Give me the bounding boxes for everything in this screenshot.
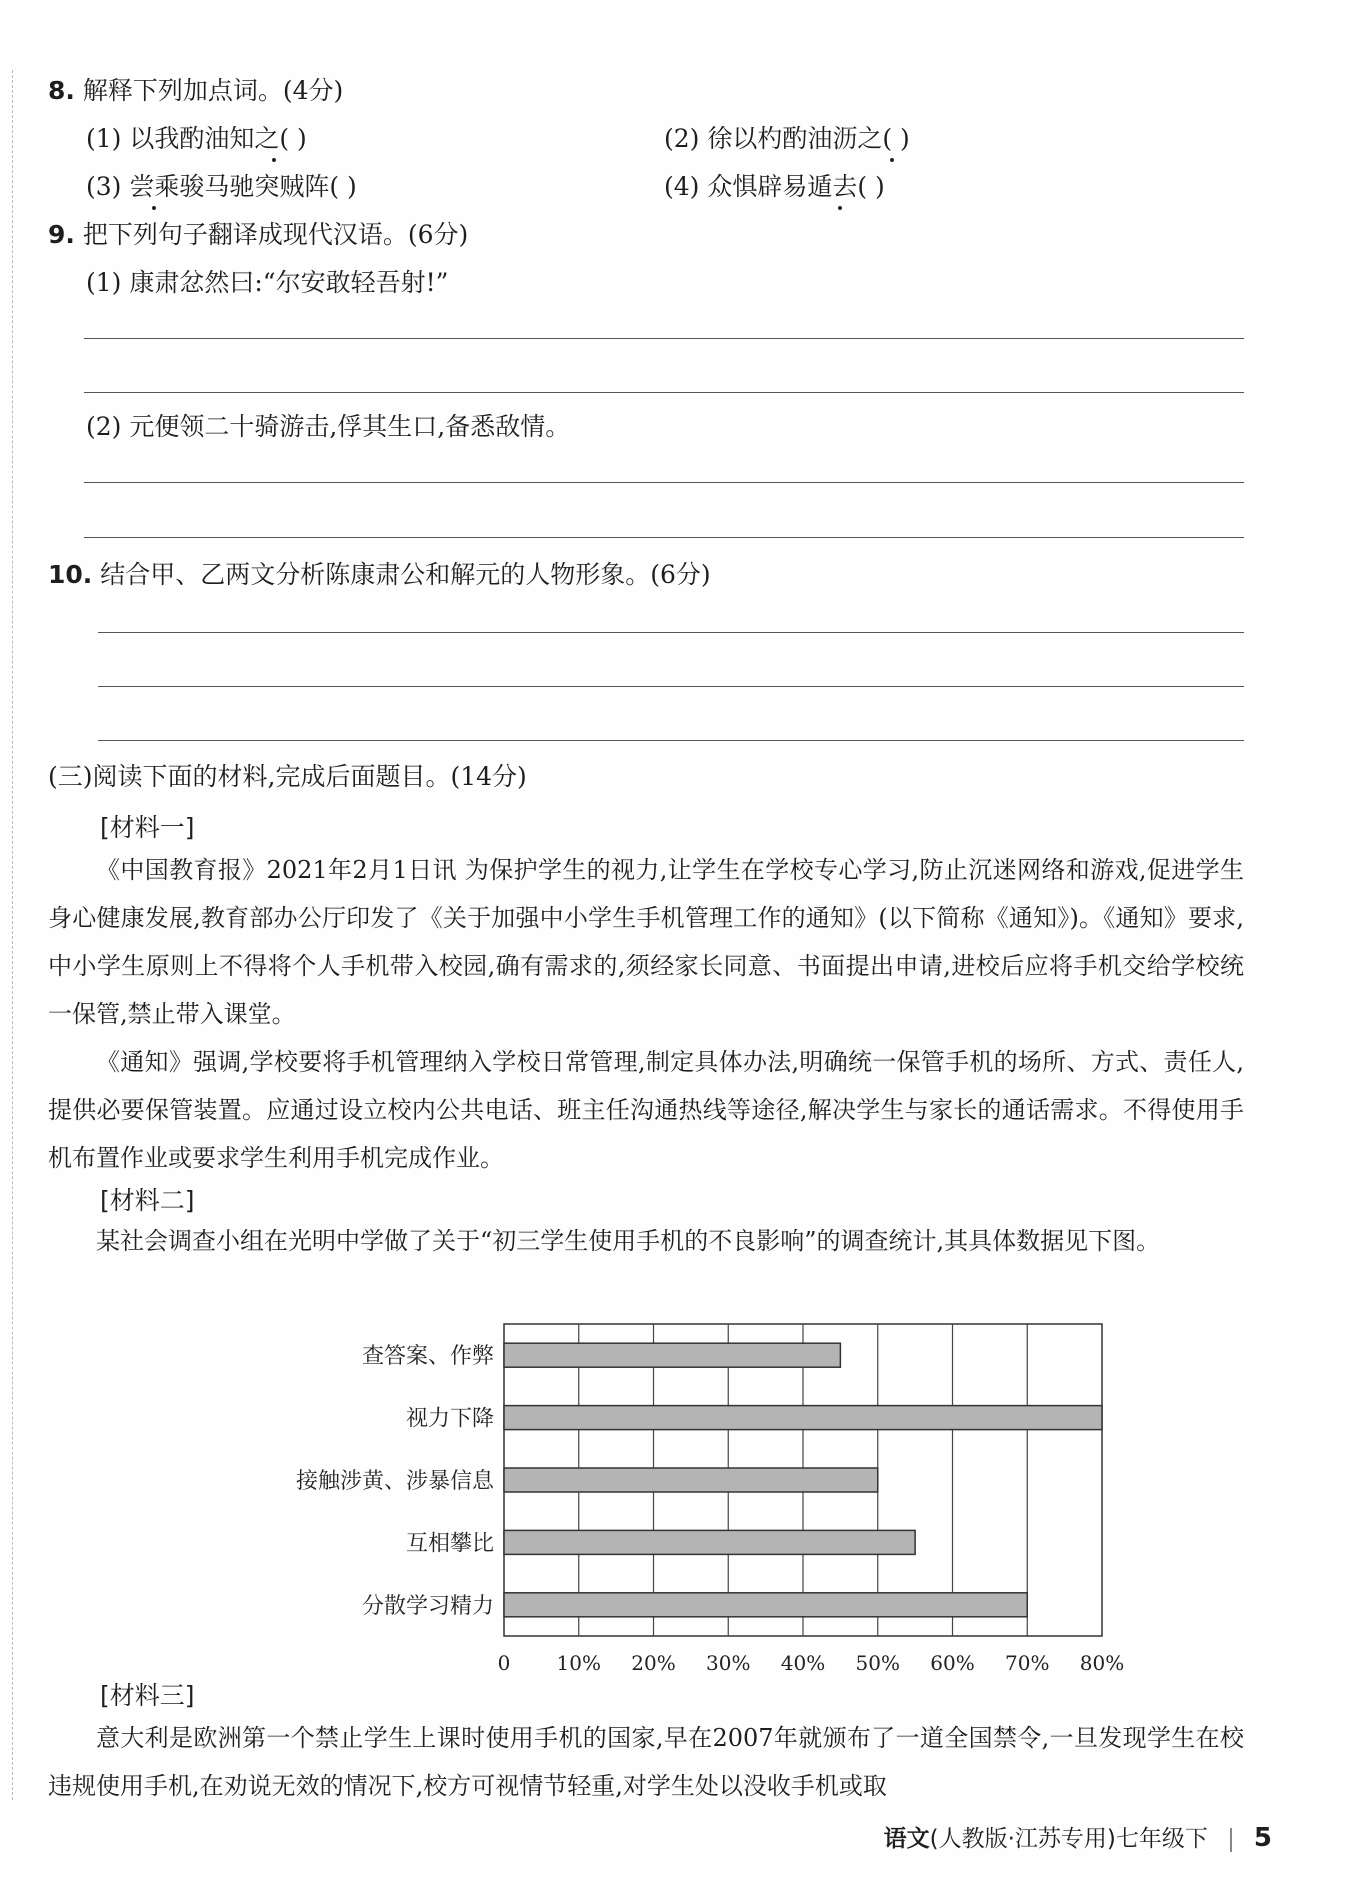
answer-line	[84, 392, 1244, 393]
q8-item-4: (4) 众惧辟易遁去( )	[664, 172, 885, 201]
bar	[504, 1593, 1027, 1617]
q8-item-1: (1) 以我酌油知之( )	[86, 124, 307, 153]
margin-guide-line	[12, 70, 13, 1800]
answer-line	[84, 338, 1244, 339]
tick-label: 10%	[556, 1651, 601, 1675]
emphasis-dot	[272, 158, 276, 162]
bar	[504, 1343, 840, 1367]
page-number: 5	[1253, 1823, 1272, 1853]
material-1-label: [材料一]	[100, 813, 195, 842]
answer-line	[98, 686, 1244, 687]
material-2-paragraph-1: 某社会调查小组在光明中学做了关于“初三学生使用手机的不良影响”的调查统计,其具体数据见下图。	[96, 1227, 1161, 1255]
question-9-text: 把下列句子翻译成现代汉语。(6分)	[82, 220, 469, 249]
category-label: 视力下降	[405, 1406, 494, 1432]
question-10-number: 10.	[48, 560, 93, 589]
material-1-paragraph-1: 《中国教育报》2021年2月1日讯 为保护学生的视力,让学生在学校专心学习,防止沉迷网络和游戏,促进学生身心健康发展,教育部办公厅印发了《关于加强中小学生手机管理工作的通知》(以下简称《通知》)。《通知》要求,中小学生原则上不得将个人手机带入校园,确有需求的,须经家长同意、书面提出申请,进校后应将手机交给学校统一保管,禁止带入课堂。	[48, 856, 1244, 1028]
emphasis-dot	[152, 206, 156, 210]
q8-item-3: (3) 尝乘骏马驰突贼阵( )	[86, 172, 357, 201]
bar-chart	[250, 1310, 1125, 1675]
tick-label: 0	[497, 1651, 511, 1675]
answer-line	[84, 482, 1244, 483]
answer-line	[98, 632, 1244, 633]
material-3	[48, 1714, 1244, 1810]
footer-subject: 语文	[883, 1826, 930, 1852]
question-10	[48, 560, 711, 590]
material-3-paragraph-1: 意大利是欧洲第一个禁止学生上课时使用手机的国家,早在2007年就颁布了一道全国禁令,一旦发现学生在校违规使用手机,在劝说无效的情况下,校方可视情节轻重,对学生处以没收手机或取	[48, 1724, 1244, 1800]
category-label: 查答案、作弊	[361, 1344, 494, 1370]
question-8-text: 解释下列加点词。(4分)	[82, 76, 344, 105]
category-label: 接触涉黄、涉暴信息	[295, 1469, 494, 1494]
tick-label: 40%	[780, 1651, 826, 1675]
material-1	[48, 846, 1244, 1182]
question-8-number: 8.	[48, 76, 75, 105]
category-label: 分散学习精力	[361, 1593, 494, 1619]
tick-label: 80%	[1079, 1651, 1125, 1675]
emphasis-dot	[890, 158, 894, 162]
tick-label: 20%	[631, 1651, 676, 1675]
q8-item-2: (2) 徐以杓酌油沥之( )	[664, 124, 910, 153]
material-1-paragraph-2: 《通知》强调,学校要将手机管理纳入学校日常管理,制定具体办法,明确统一保管手机的场所、方式、责任人,提供必要保管装置。应通过设立校内公共电话、班主任沟通热线等途径,解决学生与家长的通话需求。不得使用手机布置作业或要求学生利用手机完成作业。	[48, 1048, 1244, 1172]
bar	[504, 1406, 1102, 1430]
footer-edition: (人教版·江苏专用)七年级下	[929, 1826, 1208, 1852]
tick-label: 30%	[706, 1651, 751, 1675]
question-9-number: 9.	[48, 220, 75, 249]
q9-item-2: (2) 元便领二十骑游击,俘其生口,备悉敌情。	[86, 412, 571, 441]
material-3-label: [材料三]	[100, 1681, 195, 1710]
tick-label: 70%	[1005, 1651, 1050, 1675]
category-label: 互相攀比	[405, 1531, 494, 1557]
q9-item-1: (1) 康肃忿然曰:“尔安敢轻吾射!”	[86, 268, 449, 297]
bar	[504, 1468, 878, 1492]
bar	[504, 1530, 915, 1554]
emphasis-dot	[838, 206, 842, 210]
section-3-title: (三)阅读下面的材料,完成后面题目。(14分)	[48, 762, 527, 791]
question-10-text: 结合甲、乙两文分析陈康肃公和解元的人物形象。(6分)	[100, 560, 711, 589]
tick-label: 60%	[930, 1651, 975, 1675]
question-8	[48, 76, 343, 106]
footer-separator	[1230, 1828, 1232, 1852]
material-2-label: [材料二]	[100, 1186, 195, 1215]
answer-line	[98, 740, 1244, 741]
page-footer	[884, 1820, 1272, 1853]
material-2	[48, 1217, 1244, 1265]
question-9	[48, 220, 468, 250]
answer-line	[84, 537, 1244, 538]
tick-label: 50%	[855, 1651, 900, 1675]
